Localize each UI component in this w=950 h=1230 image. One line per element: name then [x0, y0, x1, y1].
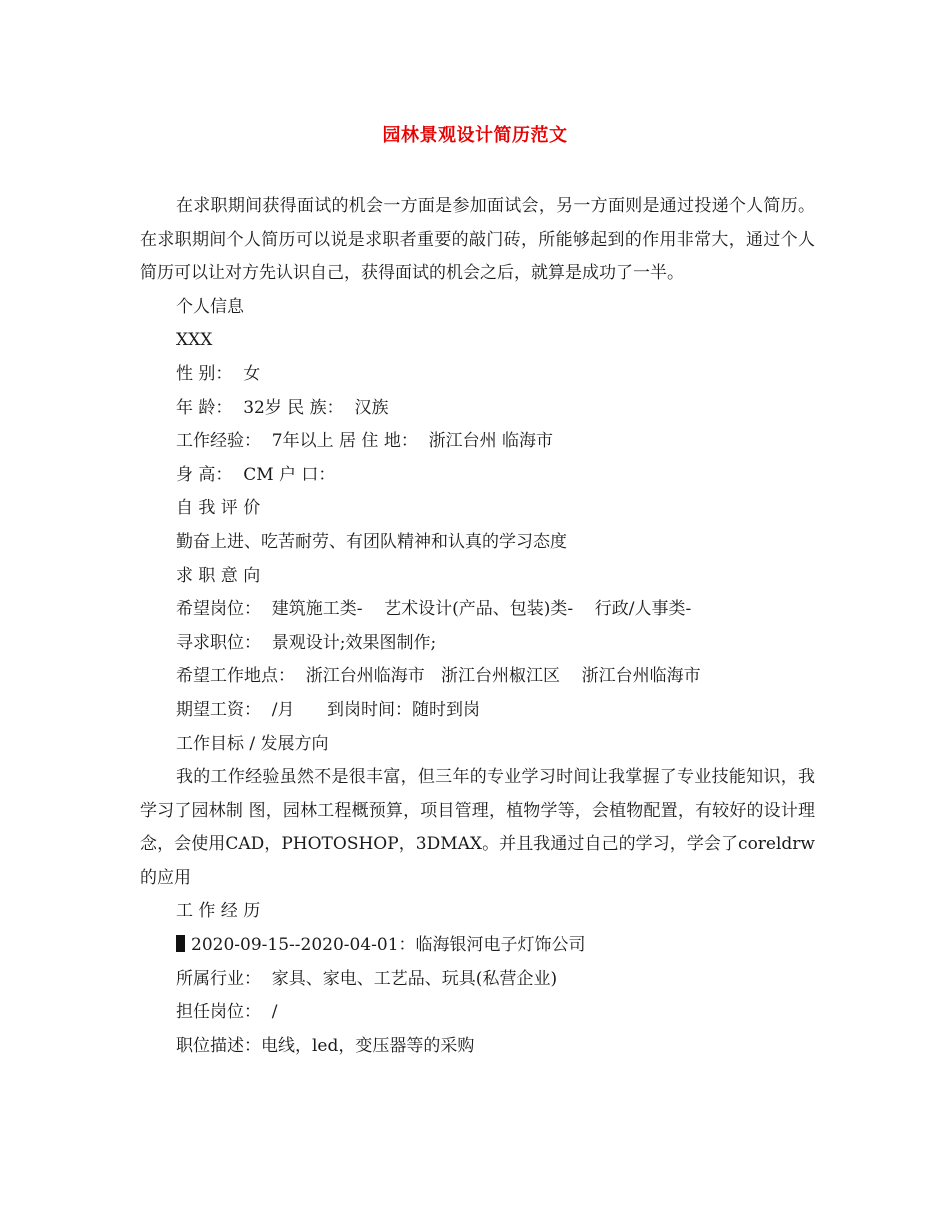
- seeking-position-line: 寻求职位： 景观设计;效果图制作;: [176, 632, 437, 653]
- work-experience-heading: 工 作 经 历: [176, 901, 261, 922]
- age-ethnicity-line: 年 龄： 32岁 民 族： 汉族: [176, 397, 389, 418]
- bullet-icon: [176, 935, 185, 952]
- name-line: XXX: [176, 330, 213, 351]
- experience-residence-line: 工作经验： 7年以上 居 住 地： 浙江台州 临海市: [176, 431, 554, 452]
- description-line: 职位描述：电线，led，变压器等的采购: [176, 1035, 475, 1056]
- work-entry-text: 2020-09-15--2020-04-01：临海银河电子灯饰公司: [191, 935, 586, 956]
- gender-line: 性 别： 女: [176, 363, 261, 384]
- personal-info-heading: 个人信息: [176, 296, 244, 317]
- job-intention-heading: 求 职 意 向: [176, 565, 261, 586]
- self-evaluation-heading: 自 我 评 价: [176, 498, 261, 519]
- desired-positions-line: 希望岗位： 建筑施工类- 艺术设计(产品、包装)类- 行政/人事类-: [176, 599, 692, 620]
- document-title: 园林景观设计简历范文: [382, 125, 568, 146]
- salary-start-line: 期望工资： /月 到岗时间：随时到岗: [176, 699, 480, 720]
- work-entry-line: [140, 929, 815, 963]
- work-goal-paragraph: 我的工作经验虽然不是很丰富，但三年的专业学习时间让我掌握了专业技能知识，我学习了园林制 图，园林工程概预算，项目管理，植物学等，会植物配置，有较好的设计理念，会使用CAD，PHOTOSHOP，3DMAX。并且我通过自己的学习，学会了coreldrw的应用: [140, 767, 815, 888]
- position-line: 担任岗位： /: [176, 1002, 278, 1023]
- self-evaluation-text: 勤奋上进、吃苦耐劳、有团队精神和认真的学习态度: [176, 531, 567, 552]
- height-hukou-line: 身 高： CM 户 口：: [176, 464, 336, 485]
- industry-line: 所属行业： 家具、家电、工艺品、玩具(私营企业): [176, 968, 558, 989]
- intro-paragraph: 在求职期间获得面试的机会一方面是参加面试会，另一方面则是通过投递个人简历。在求职期间个人简历可以说是求职者重要的敲门砖，所能够起到的作用非常大，通过个人简历可以让对方先认识自己，获得面试的机会之后，就算是成功了一半。: [140, 196, 815, 284]
- document-body: [140, 190, 815, 1063]
- work-goal-heading: 工作目标 / 发展方向: [176, 733, 329, 754]
- desired-locations-line: 希望工作地点： 浙江台州临海市 浙江台州椒江区 浙江台州临海市: [176, 666, 701, 687]
